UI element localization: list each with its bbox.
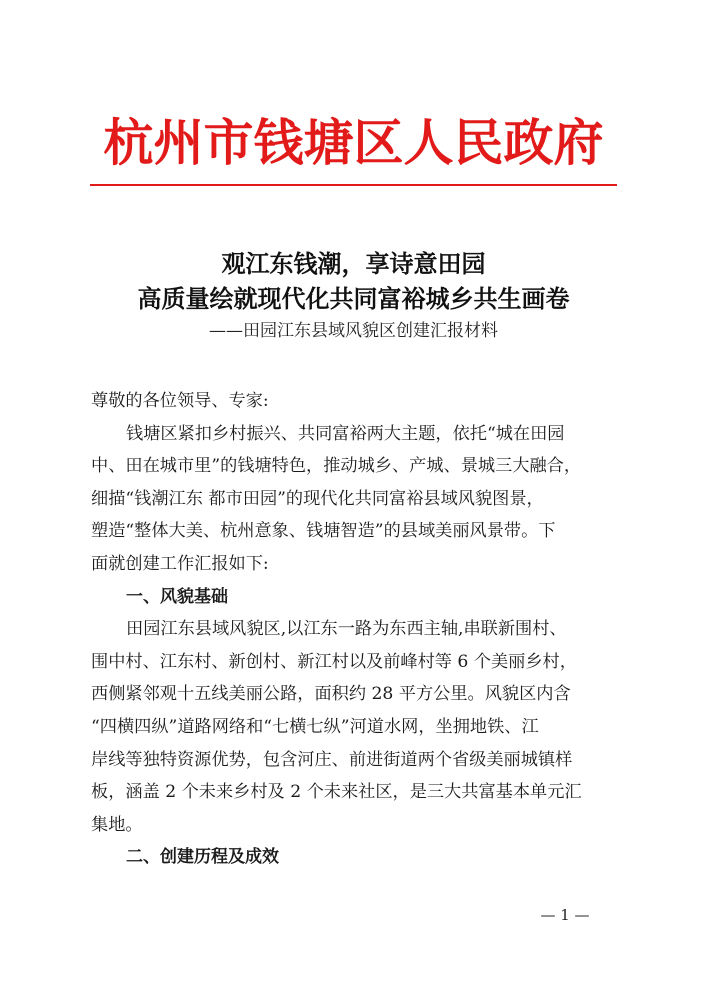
header-red-rule <box>90 184 617 186</box>
document-title-line-2: 高质量绘就现代化共同富裕城乡共生画卷 <box>137 284 570 313</box>
section-1-line: 岸线等独特资源优势，包含河庄、前进街道两个省级美丽城镇样 <box>91 749 573 770</box>
document-body <box>91 385 621 874</box>
intro-line: 中、田在城市里”的钱塘特色，推动城乡、产城、景城三大融合， <box>91 456 582 477</box>
salutation: 尊敬的各位领导、专家: <box>91 391 269 411</box>
section-1-line: 围中村、江东村、新创村、新江村以及前峰村等 6 个美丽乡村， <box>91 651 577 672</box>
section-1-line: 板，涵盖 2 个未来乡村及 2 个未来社区，是三大共富基本单元汇 <box>91 782 582 803</box>
section-1-line: 田园江东县域风貌区,以江东一路为东西主轴,串联新围村、 <box>126 619 567 640</box>
document-subtitle: ——田园江东县域风貌区创建汇报材料 <box>209 321 498 341</box>
section-1-line: “四横四纵”道路网络和“七横七纵”河道水网，坐拥地铁、江 <box>91 716 539 737</box>
section-2-heading: 二、创建历程及成效 <box>126 847 279 868</box>
intro-line: 细描“钱潮江东 都市田园”的现代化共同富裕县域风貌图景， <box>91 488 544 509</box>
page-number: — 1 — <box>540 906 590 924</box>
intro-line: 面就创建工作汇报如下: <box>91 553 269 574</box>
issuer-header-title: 杭州市钱塘区人民政府 <box>103 113 604 172</box>
intro-line: 钱塘区紧扣乡村振兴、共同富裕两大主题，依托“城在田园 <box>126 423 565 444</box>
section-1-line: 集地。 <box>91 814 143 835</box>
section-1-line: 西侧紧邻观十五线美丽公路，面积约 28 平方公里。风貌区内含 <box>91 684 571 705</box>
intro-line: 塑造“整体大美、杭州意象、钱塘智造”的县域美丽风景带。下 <box>91 521 556 542</box>
section-1-heading: 一、风貌基础 <box>126 586 228 607</box>
document-title-line-1: 观江东钱潮，享诗意田园 <box>221 249 486 278</box>
